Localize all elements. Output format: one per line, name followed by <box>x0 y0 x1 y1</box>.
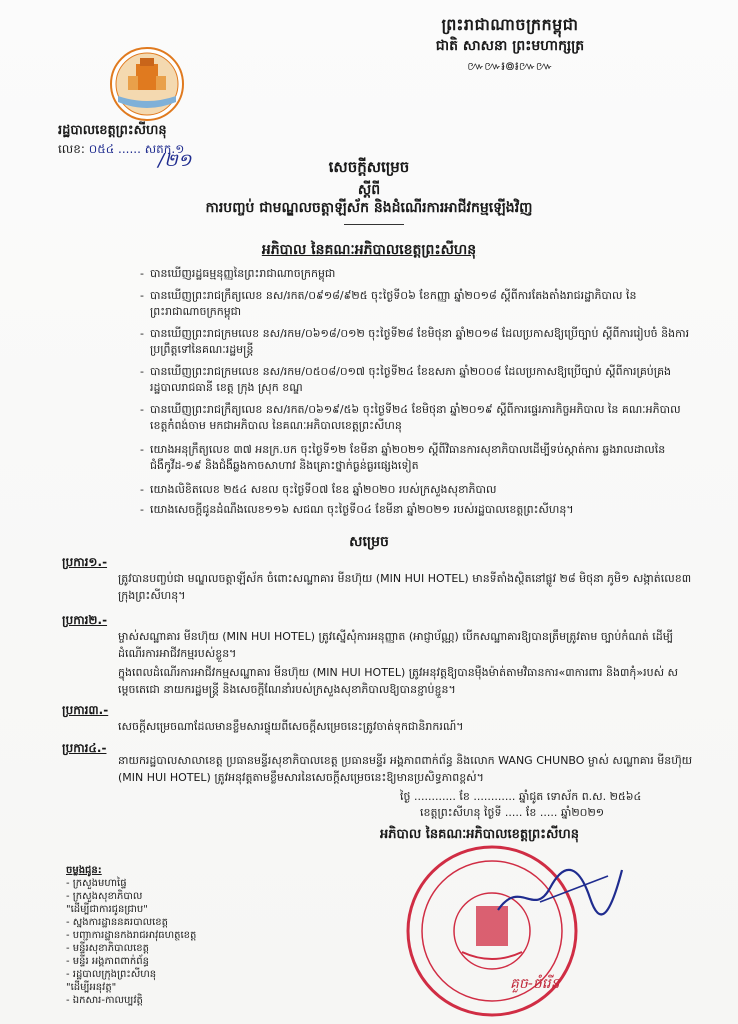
visa-item: - បានឃើញព្រះរាជក្រមលេខ នស/រកម/០៦១៨/០១២ ចុះថ្ងៃទី២៨ ខែមិថុនា ឆ្នាំ២០១៨ ដែលប្រកាសឱ្យប្រើច្បាប់ ស្តីពីការរៀបចំ និងការប្រព្រឹត្តទៅនៃគណៈរដ្ឋមន្ត្រី <box>140 327 690 356</box>
recipient-item: - ស្នងការដ្ឋាននគរបាលខេត្ត <box>66 917 169 928</box>
article-text: ត្រូវបានបញ្ចប់ជា មណ្ឌលចត្តាឡីស័ក ចំពោះសណ្ឋាគារ មីនហ៊ុយ (MIN HUI HOTEL) មានទីតាំងស្ថិតនៅផ្លូវ ២៨ មិថុនា ភូមិ១ សង្កាត់លេខ៣ ក្រុងព្រះសីហនុ។ <box>118 572 692 602</box>
recipients-list <box>66 864 196 1007</box>
recipient-item: - បញ្ជាការដ្ឋានកងរាជអាវុធហត្ថខេត្ត <box>66 930 197 941</box>
recipients-title: ចម្លងជូន: <box>66 865 102 876</box>
recipient-item: "ដើម្បីជាការជូនជ្រាប" <box>66 904 148 915</box>
visa-item: - បានឃើញព្រះរាជក្រឹត្យលេខ នស/រកត/០៩១៨/៩២៥ ចុះថ្ងៃទី០៦ ខែកញ្ញា ឆ្នាំ២០១៨ ស្តីពីការតែងតាំងរាជរដ្ឋាភិបាល នៃព្រះរាជាណាចក្រកម្ពុជា <box>140 289 637 318</box>
provincial-logo <box>108 46 186 122</box>
lunar-date: ថ្ងៃ ............ ខែ ............ ឆ្នាំជូត ទោស័ក ព.ស. ២៥៦៤ <box>400 790 642 803</box>
recipient-item: - មន្ទីរសុខាភិបាលខេត្ត <box>66 943 149 954</box>
article-text: ម្ចាស់សណ្ឋាគារ មីនហ៊ុយ (MIN HUI HOTEL) ត្រូវស្នើសុំការអនុញ្ញាត (អាជ្ញាប័ណ្ណ) បើកសណ្ឋាគារឱ្យបានត្រឹមត្រូវតាម ច្បាប់កំណត់ ដើម្បីដំណើរការអាជីវកម្មរបស់ខ្លួន។ <box>118 630 673 660</box>
document-subject: ការបញ្ចប់ ជាមណ្ឌលចត្តាឡីស័ក និងដំណើរការអាជីវកម្មឡើងវិញ <box>205 200 533 216</box>
article-label: ប្រការ១.- <box>62 555 108 569</box>
title-divider <box>344 224 404 225</box>
reference-label: លេខ: <box>58 142 85 156</box>
visa-item: - បានឃើញព្រះរាជក្រមលេខ នស/រកម/០៥០៨/០១៧ ចុះថ្ងៃទី២៤ ខែឧសភា ឆ្នាំ២០០៨ ដែលប្រកាសឱ្យប្រើច្បាប់ ស្តីពីការគ្រប់គ្រងរដ្ឋបាលរាជធានី ខេត្ត ក្រុង ស្រុក ខណ្ឌ <box>140 365 672 394</box>
national-motto: ជាតិ សាសនា ព្រះមហាក្សត្រ <box>435 38 585 54</box>
recipient-item: - ក្រសួងសុខាភិបាល <box>66 891 143 902</box>
recipient-item: - មន្ទីរ អង្គភាពពាក់ព័ន្ធ <box>66 956 149 967</box>
article-label: ប្រការ៤.- <box>62 741 107 755</box>
visa-item: - យោងអនុក្រឹត្យលេខ ៣៧ អនក្រ.បក ចុះថ្ងៃទី១២ ខែមីនា ឆ្នាំ២០២១ ស្តីពីវិធានការសុខាភិបាលដើម្បីទប់ស្កាត់ការ ឆ្លងរាលដាលនៃជំងឺកូវីដ-១៩ និងជំងឺឆ្លងកាចសាហាវ និងគ្រោះថ្នាក់ធ្ងន់ធ្ងរផ្សេងទៀត <box>140 443 666 472</box>
solar-date: ខេត្តព្រះសីហនុ ថ្ងៃទី ..... ខែ ..... ឆ្នាំ២០២១ <box>420 806 605 819</box>
reference-handwritten: /២១ <box>158 150 192 171</box>
article-label: ប្រការ២.- <box>62 613 108 627</box>
article-text: ក្នុងពេលដំណើរការអាជីវកម្មសណ្ឋាគារ មីនហ៊ុយ (MIN HUI HOTEL) ត្រូវអនុវត្តឱ្យបានម៉ឺងម៉ាត់តាមវិធានការ«៣ការពារ និង៣កុំ»របស់ សម្តេចតេជោ នាយករដ្ឋមន្ត្រី និងសេចក្តីណែនាំរបស់ក្រសួងសុខាភិបាលឱ្យបានខ្ជាប់ខ្ជួន។ <box>118 666 679 696</box>
signatory-title: អភិបាល នៃគណៈអភិបាលខេត្តព្រះសីហនុ <box>380 827 579 842</box>
reference-number: ០៥៤ ...... សតក.១ <box>88 142 185 156</box>
header-ornament: ៚៚៛៙៛៚៚ <box>467 59 553 73</box>
visa-item: - យោងសេចក្តីជូនដំណឹងលេខ១១៦ សជណ ចុះថ្ងៃទី០៤ ខែមីនា ឆ្នាំ២០២១ របស់រដ្ឋបាលខេត្តព្រះសីហនុ។ <box>140 503 574 516</box>
decide-heading: សម្រេច <box>349 534 389 550</box>
article-label: ប្រការ៣.- <box>62 703 109 717</box>
kingdom-heading: ព្រះរាជាណាចក្រកម្ពុជា <box>441 15 579 34</box>
visa-item: - យោងលិខិតលេខ ២៥៤ សខល ចុះថ្ងៃទី០៧ ខែឧ ឆ្នាំ២០២០ របស់ក្រសួងសុខាភិបាល <box>140 483 497 496</box>
recipient-item: - ឯកសារ-កាលប្បវត្តិ <box>66 995 143 1006</box>
visa-item: - បានឃើញរដ្ឋធម្មនុញ្ញនៃព្រះរាជាណាចក្រកម្ពុជា <box>140 267 336 280</box>
recipient-item: - ក្រសួងមហាផ្ទៃ <box>66 878 127 889</box>
recipient-item: - រដ្ឋបាលក្រុងព្រះសីហនុ <box>66 969 157 980</box>
title-about: ស្តីពី <box>357 182 381 198</box>
signatory-name: គួច-ចំរើន <box>510 976 560 992</box>
issuer-name: រដ្ឋបាលខេត្តព្រះសីហនុ <box>58 123 167 138</box>
handwritten-signature <box>490 858 630 928</box>
visa-item: - បានឃើញព្រះរាជក្រឹត្យលេខ នស/រកត/០៦១៩/៥៦ ចុះថ្ងៃទី២៤ ខែមិថុនា ឆ្នាំ២០១៩ ស្តីពីការផ្ទេរភារកិច្ចអភិបាល នៃ គណៈអភិបាលខេត្តកំពង់ចាម មកជាអភិបាល នៃគណៈអភិបាលខេត្តព្រះសីហនុ <box>140 403 681 432</box>
document-type: សេចក្តីសម្រេច <box>328 158 410 176</box>
article-text: សេចក្តីសម្រេចណាដែលមានខ្លឹមសារផ្ទុយពីសេចក្តីសម្រេចនេះត្រូវចាត់ទុកជានិរាករណ៍។ <box>118 720 464 733</box>
recipient-item: "ដើម្បីអនុវត្ត" <box>66 982 117 993</box>
article-text: នាយករដ្ឋបាលសាលាខេត្ត ប្រធានមន្ទីរសុខាភិបាលខេត្ត ប្រធានមន្ទីរ អង្គភាពពាក់ព័ន្ធ និងលោក WANG CHUNBO ម្ចាស់ សណ្ឋាគារ មីនហ៊ុយ (MIN HUI HOTEL) ត្រូវអនុវត្តតាមខ្លឹមសារនៃសេចក្តីសម្រេចនេះឱ្យមានប្រសិទ្ធភាពខ្ពស់។ <box>118 754 693 784</box>
governor-heading: អភិបាល នៃគណៈអភិបាលខេត្តព្រះសីហនុ <box>261 242 477 258</box>
